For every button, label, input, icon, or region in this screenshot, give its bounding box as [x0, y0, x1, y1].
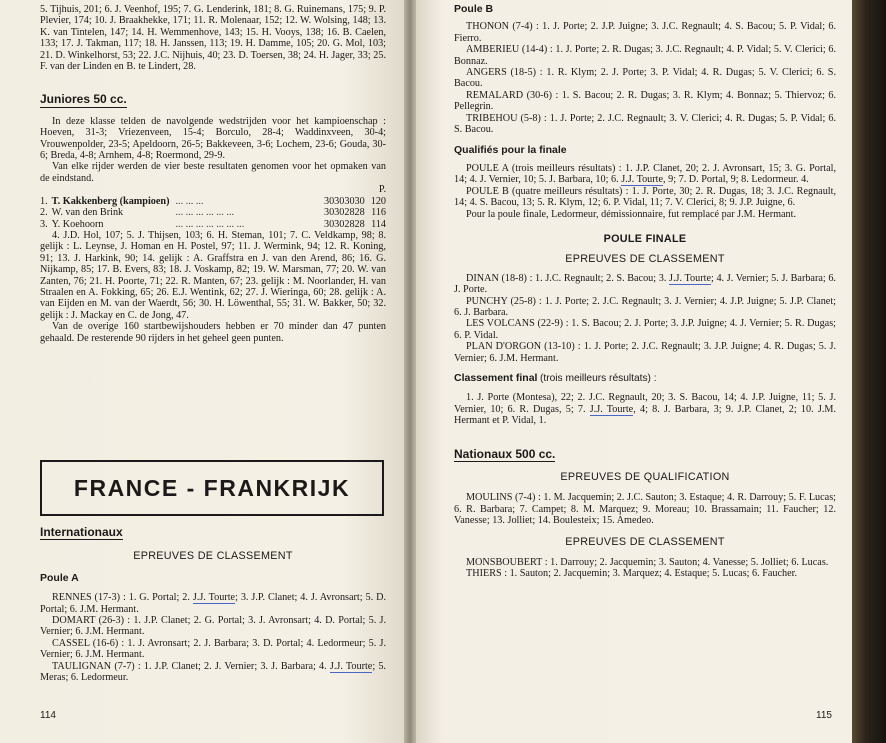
standings-s2: 30 — [334, 207, 345, 219]
standings-table — [40, 196, 386, 230]
race-result-lead: LES VOLCANS (22-9) : 1. S. Bacou; 2. J. Porte; 3. J.P. Juigne; 4. J. Vernier; 5. R. Dugas; 6. P. Vidal. — [454, 318, 836, 341]
epreuves-heading-right: EPREUVES DE CLASSEMENT — [565, 253, 725, 266]
epreuves-classement-heading-2: EPREUVES DE CLASSEMENT — [565, 535, 725, 548]
standings-dots: ... ... ... ... ... ... ... — [175, 218, 245, 230]
table-points-header: P. — [378, 184, 386, 196]
standings-dots: ... ... ... ... ... ... — [175, 207, 235, 219]
standings-row — [40, 219, 386, 230]
classement-final-line — [454, 373, 836, 384]
poule-finale-heading: POULE FINALE — [603, 232, 687, 245]
classement-final-text — [454, 392, 836, 426]
race-result: THONON (7-4) : 1. J. Porte; 2. J.P. Juigne; 3. J.C. Regnault; 4. S. Bacou; 5. P. Vidal; 6. Fierro. — [454, 21, 836, 44]
finale-results — [454, 273, 836, 364]
qualification-heading: EPREUVES DE QUALIFICATION — [560, 471, 730, 483]
standings-s4: 28 — [354, 218, 365, 230]
race-result — [454, 341, 836, 364]
rest-results: 4. J.D. Hol, 107; 5. J. Thijsen, 103; 6. H. Steman, 101; 7. C. Veldkamp, 98; 8. gelijk : L. Leynse, J. Homan en H. Postel, 97; 11. J. Wermink, 94; 12. R. Koning, 91; 13. J. Harkink, 90; 14. gelijk : A. Graffstra en J. van den Arend, 86; 16. G. Nijkamp, 85; 17. B. Evers, 83; 18. J. Voskamp, 82; 19. W. Marsman, 77; 20. W. van Zanten, 76; 21. H. Poorte, 71; 22. R. Manten, 67; 23. gelijk : M. Noorlander, H. van Straalen en A. Fokking, 65; 26. E.J. Wentink, 62; 27. J. Wieringa, 60; 28. gelijk : A. van Eijden en M. van der Waerdt, 56; 30. H. Löwenthal, 55; 31. W. Bakker, 50; 32. gelijk : J. Mackay en C. de Jong, 47. — [40, 229, 386, 321]
race-result-underlined-name: J.J. Tourte — [192, 592, 236, 604]
country-title: FRANCE - FRANKRIJK — [73, 474, 351, 501]
standings-p: 120 — [370, 195, 386, 207]
standings-s1: 30 — [323, 218, 335, 230]
classement2-results — [454, 557, 836, 580]
classement-final-underlined: J.J. Tourte — [589, 403, 634, 415]
race-result — [454, 296, 836, 319]
classement-final-heading: Classement final — [454, 371, 538, 384]
qualifies-entry-lead: POULE A (trois meilleurs résultats) : 1. J.P. Clanet, 20; 2. J. Avronsart, 15; 3. G. Portal, 14; 4. J. Vernier, 10; 5. J. Barbara, 10; 6. — [454, 162, 836, 186]
standings-s4: 30 — [354, 195, 365, 207]
standings-s3: 30 — [344, 195, 355, 207]
race-result: AMBERIEU (14-4) : 1. J. Porte; 2. R. Dugas; 3. J.C. Regnault; 4. P. Vidal; 5. V. Clerici; 6. Bonnaz. — [454, 44, 836, 67]
race-result-lead: PUNCHY (25-8) : 1. J. Porte; 2. J.C. Regnault; 3. J. Vernier; 4. J.P. Juigne; 5. J.P. Clanet; 6. J. Barbara. — [454, 295, 836, 318]
standings-row — [40, 196, 386, 207]
poule-a-results — [40, 592, 386, 683]
right-page — [416, 0, 852, 743]
country-title-box — [40, 460, 384, 516]
race-result-underlined-name: J.J. Tourte — [669, 272, 711, 284]
race-result: THIERS : 1. Sauton; 2. Jacquemin; 3. Marquez; 4. Estaque; 5. Lucas; 6. Faucher. — [466, 568, 798, 580]
standings-s1: 30 — [323, 207, 335, 219]
standings-s1: 30 — [323, 195, 335, 207]
race-result-lead: TAULIGNAN (7-7) : 1. J.P. Clanet; 2. J. Vernier; 3. J. Barbara; 4. — [52, 660, 330, 672]
standings-row — [40, 207, 386, 218]
left-page — [0, 0, 404, 743]
qualifies-entry-lead: Pour la poule finale, Ledormeur, démissionnaire, fut remplacé par J.M. Hermant. — [466, 208, 797, 220]
race-result-tail: ; 4. J. Vernier; 5. J. Barbara; 6. J. Porte. — [454, 272, 836, 296]
qualifies-heading: Qualifiés pour la finale — [454, 144, 567, 157]
qualifies-entry — [454, 209, 836, 220]
standings-p: 114 — [371, 218, 386, 230]
poule-b-results — [454, 21, 836, 135]
race-result-lead: DOMART (26-3) : 1. J.P. Clanet; 2. G. Portal; 3. J. Avronsart; 4. D. Portal; 5. J. Vernier; 6. J.M. Hermant. — [40, 615, 386, 638]
qualifies-entry-tail: , 9; 7. D. Portal, 9; 8. Ledormeur. 4. — [663, 174, 809, 186]
nationaux-heading: Nationaux 500 cc. — [454, 446, 556, 461]
juniores-intro: In deze klasse telden de navolgende wedstrijden voor het kampioenschap : Hoeven, 31-3; Vriezenveen, 15-4; Borculo, 28-4; Waddinxveen, 30-4; Vrouwenpolder, 23-5; Apeldoorn, 26-5; Bakkeveen, 3-6; Lochem, 23-6; Gouda, 30-6; Breda, 4-8; Arnhem, 4-8; Roermond, 29-9. — [40, 115, 386, 162]
standings-rank: 1. — [40, 195, 48, 207]
book-cover-edge — [852, 0, 886, 743]
race-result — [454, 273, 836, 296]
qualifies-entry — [454, 186, 836, 209]
standings-s2: 30 — [334, 195, 345, 207]
standings-name: W. van den Brink — [51, 207, 124, 219]
standings-rank: 2. — [40, 207, 48, 219]
internationaux-heading: Internationaux — [40, 525, 123, 539]
qualifies-results — [454, 163, 836, 220]
race-result-lead: RENNES (17-3) : 1. G. Portal; 2. — [52, 592, 193, 604]
qualifies-entry-underlined-name: J.J. Tourte — [621, 174, 664, 186]
standings-s2: 30 — [334, 218, 345, 230]
race-result: TRIBEHOU (5-8) : 1. J. Porte; 2. J.C. Regnault; 3. V. Clerici; 4. R. Dugas; 5. P. Vidal; 6. S. Bacou. — [454, 112, 836, 136]
juniores-rule: Van elke rijder werden de vier beste resultaten genomen voor het opmaken van de eindstand. — [40, 161, 386, 184]
race-result-underlined-name: J.J. Tourte — [329, 660, 373, 672]
classement-final-note: (trois meilleurs résultats) : — [540, 372, 657, 384]
race-result-lead: PLAN D'ORGON (13-10) : 1. J. Porte; 2. J.C. Regnault; 3. J.P. Juigne; 4. R. Dugas; 5. J. Vernier; 6. J.M. Hermant. — [454, 341, 836, 364]
right-column — [454, 4, 836, 580]
race-result: REMALARD (30-6) : 1. S. Bacou; 2. R. Dugas; 3. R. Klym; 4. Bonnaz; 5. Thiervoz; 6. Pellegrin. — [454, 89, 836, 113]
qualification-text: MOULINS (7-4) : 1. M. Jacquemin; 2. J.C. Sauton; 3. Estaque; 4. R. Darrouy; 5. F. Lucas; 6. R. Barbara; 7. Campet; 8. M. Marquez; 9. Moreau; 10. Brassamain; 11. Faucher; 12. Vanesse; 13. Jolliet; 14. Boulesteix; 15. Amedeo. — [454, 492, 836, 527]
standings-s3: 28 — [344, 218, 355, 230]
standings-p: 116 — [371, 207, 386, 219]
race-result-lead: DINAN (18-8) : 1. J.C. Regnault; 2. S. Bacou; 3. — [466, 272, 670, 284]
race-result-lead: CASSEL (16-6) : 1. J. Avronsart; 2. J. Barbara; 3. D. Portal; 4. Ledormeur; 5. J. Vernier; 6. J.M. Hermant. — [40, 637, 386, 661]
page-number-right: 115 — [816, 710, 832, 721]
closing-text: Van de overige 160 startbewijshouders hebben er 70 minder dan 47 punten gehaald. De resterende 90 rijders in het geheel geen punten. — [40, 321, 386, 344]
classement-final-text-lead: 1. J. Porte (Montesa), 22; 2. J.C. Regnault, 20; 3. S. Bacou, 14; 4. J.P. Juigne, 11; 5. J. Vernier, 10; 6. R. Dugas, 5; 7. — [454, 392, 836, 415]
race-result-tail: ; 3. J.P. Clanet; 4. J. Avronsart; 5. D. Portal; 6. J.M. Hermant. — [40, 592, 386, 615]
left-column-lower — [40, 527, 386, 683]
race-result — [40, 592, 386, 615]
race-result-tail: ; 5. Meras; 6. Ledormeur. — [40, 660, 386, 684]
results-text: 5. Tijhuis, 201; 6. J. Veenhof, 195; 7. G. Lenderink, 181; 8. G. Ruinemans, 175; 9. P. Plevier, 174; 10. J. Braakhekke, 171; 11. R. Molenaar, 152; 12. W. Wolsing, 148; 13. K. van Tintelen, 147; 14. H. Wemmenhove, 143; 15. H. Vooys, 138; 16. B. Caelen, 133; 17. J. Takman, 117; 18. H. Janssen, 113; 19. H. Damme, 105; 20. G. Mol, 103; 21. D. Winkelhorst, 53; 22. J.C. Nijhuis, 40; 23. D. Toersen, 38; 24. H. Jager, 33; 25. F. van der Linden en B. te Lindert, 28. — [40, 4, 386, 73]
book-gutter — [404, 0, 416, 743]
juniores-heading: Juniores 50 cc. — [40, 92, 127, 107]
standings-dots: ... ... ... — [175, 195, 204, 207]
standings-name: Y. Koehoorn — [51, 218, 104, 230]
standings-s4: 28 — [354, 207, 365, 219]
poule-b-heading: Poule B — [454, 3, 494, 15]
page-number-left: 114 — [40, 710, 56, 721]
qualifies-entry — [454, 163, 836, 186]
race-result — [40, 615, 386, 638]
race-result — [40, 638, 386, 661]
left-column — [40, 4, 386, 344]
standings-name: T. Kakkenberg (kampioen) — [51, 195, 170, 207]
epreuves-heading-left: EPREUVES DE CLASSEMENT — [133, 550, 293, 563]
standings-rank: 3. — [40, 218, 48, 230]
qualifies-entry-lead: POULE B (quatre meilleurs résultats) : 1. J. Porte, 30; 2. R. Dugas, 18; 3. J.C. Regnault, 14; 4. S. Bacou, 13; 5. R. Klym, 12; 6. P. Vidal, 11; 7. V. Clerici, 8; 9. J.P. Juigne, 6. — [454, 185, 836, 209]
race-result: ANGERS (18-5) : 1. R. Klym; 2. J. Porte; 3. P. Vidal; 4. R. Dugas; 5. V. Clerici; 6. S. Bacou. — [454, 67, 836, 90]
race-result: MONSBOUBERT : 1. Darrouy; 2. Jacquemin; 3. Sauton; 4. Vanesse; 5. Jolliet; 6. Lucas. — [466, 557, 829, 569]
standings-s3: 28 — [344, 207, 355, 219]
race-result — [454, 318, 836, 341]
classement-final-text-tail: , 4; 8. J. Barbara, 3; 9. J.P. Clanet, 2; 10. J.M. Hermant et P. Vidal, 1. — [454, 403, 836, 427]
poule-a-heading: Poule A — [40, 571, 79, 584]
race-result — [40, 661, 386, 684]
